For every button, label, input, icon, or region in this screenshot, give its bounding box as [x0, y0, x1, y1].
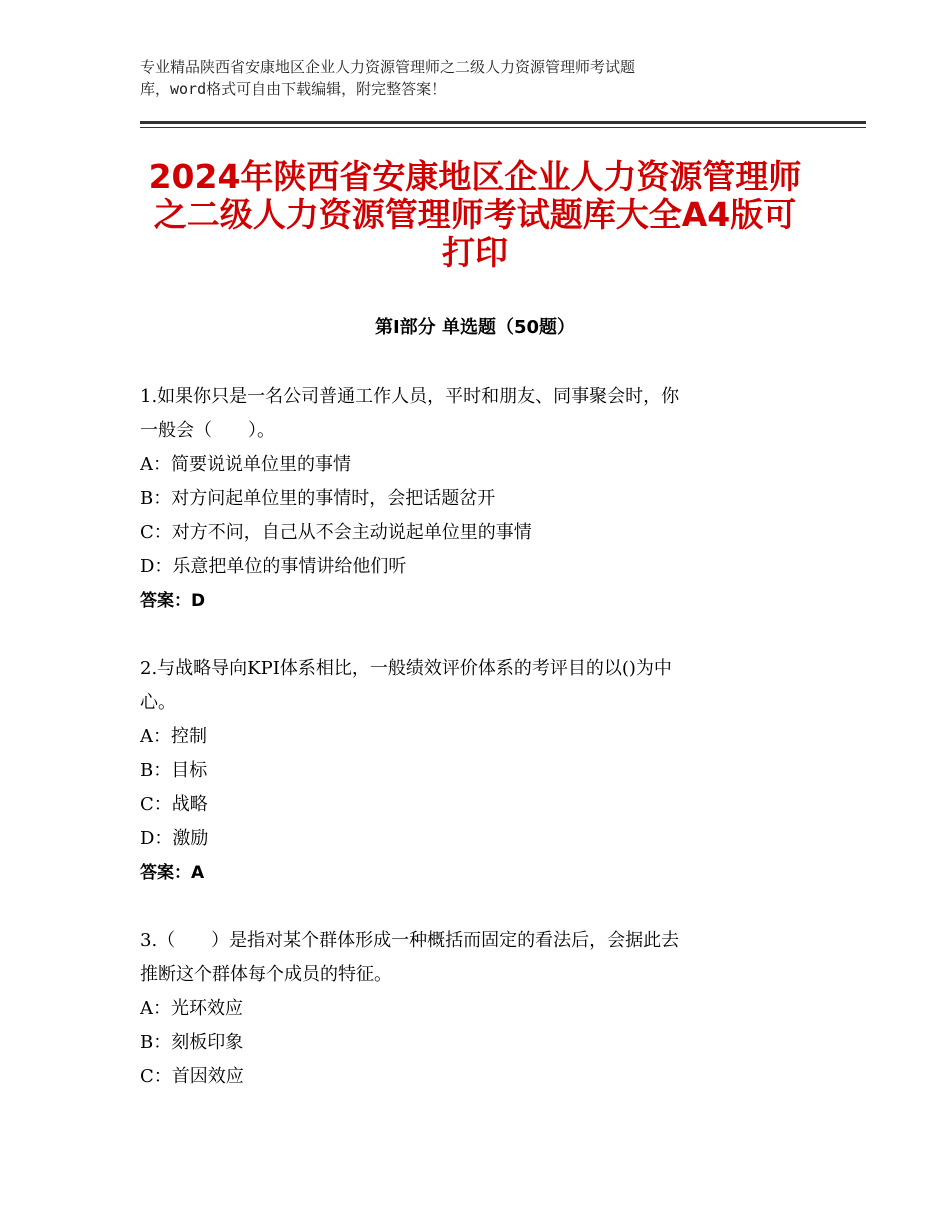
- header-divider-thick: [140, 121, 866, 124]
- answer: 答案：D: [140, 591, 206, 611]
- option-a: A：简要说说单位里的事情: [140, 454, 351, 475]
- header-note-line: 库，word格式可自由下载编辑，附完整答案！: [140, 80, 447, 98]
- section-heading: 第Ⅰ部分 单选题（50题）: [374, 317, 575, 338]
- option-c: C：战略: [140, 794, 208, 815]
- question-list: [140, 380, 820, 1128]
- question-stem: [140, 380, 820, 448]
- option-b: B：对方问起单位里的事情时，会把话题岔开: [140, 488, 496, 509]
- question-1: [140, 380, 820, 618]
- question-stem: [140, 924, 820, 992]
- question-3: [140, 924, 820, 1094]
- option-a: A：光环效应: [140, 998, 243, 1019]
- header-note: [140, 56, 780, 100]
- option-d: D：乐意把单位的事情讲给他们听: [140, 556, 407, 577]
- title-line: 2024年陕西省安康地区企业人力资源管理师: [148, 157, 802, 196]
- stem-line: 推断这个群体每个成员的特征。: [140, 964, 392, 985]
- title-line: 之二级人力资源管理师考试题库大全A4版可: [153, 195, 797, 234]
- stem-line: 1.如果你只是一名公司普通工作人员，平时和朋友、同事聚会时，你: [140, 386, 680, 407]
- stem-line: 3.（ ）是指对某个群体形成一种概括而固定的看法后，会据此去: [140, 930, 680, 951]
- title-line: 打印: [442, 233, 508, 272]
- answer: 答案：A: [140, 863, 205, 883]
- option-c: C：对方不问，自己从不会主动说起单位里的事情: [140, 522, 532, 543]
- question-2: [140, 652, 820, 890]
- option-b: B：刻板印象: [140, 1032, 244, 1053]
- stem-line: 心。: [140, 692, 176, 713]
- option-b: B：目标: [140, 760, 208, 781]
- header-divider-thin: [140, 127, 866, 128]
- stem-line: 一般会（ ）。: [140, 420, 275, 441]
- stem-line: 2.与战略导向KPI体系相比，一般绩效评价体系的考评目的以()为中: [140, 658, 672, 679]
- header-note-line: 专业精品陕西省安康地区企业人力资源管理师之二级人力资源管理师考试题: [140, 58, 636, 76]
- option-d: D：激励: [140, 828, 209, 849]
- option-a: A：控制: [140, 726, 207, 747]
- document-title: [120, 158, 830, 272]
- option-c: C：首因效应: [140, 1066, 244, 1087]
- question-stem: [140, 652, 820, 720]
